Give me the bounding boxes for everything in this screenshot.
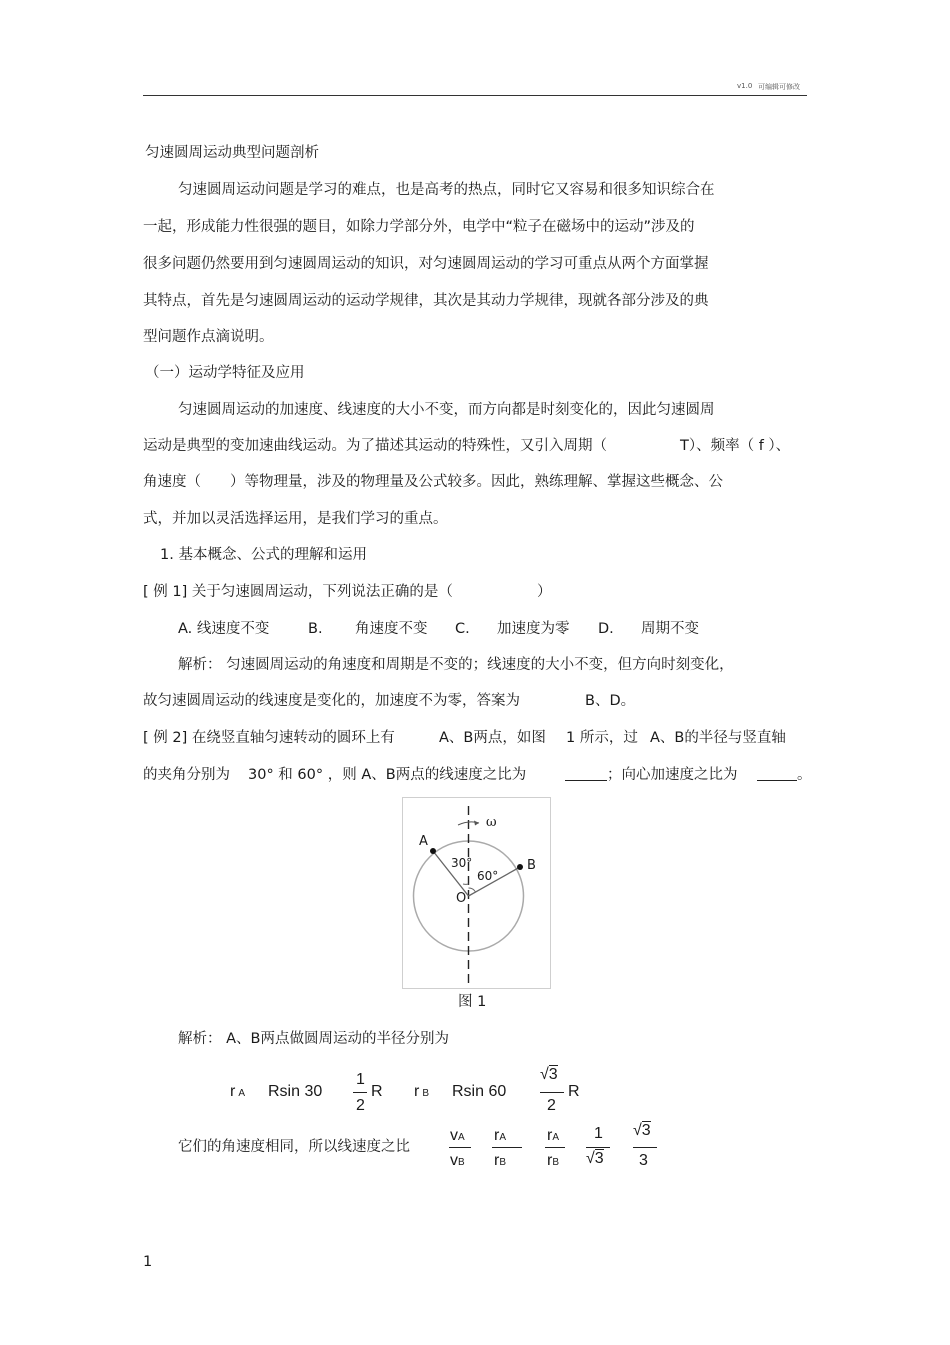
option-a: A. 线速度不变 (178, 621, 270, 637)
header-version: v1.0 (737, 82, 753, 90)
example2-q1c: 1 所示，过 (566, 730, 638, 746)
ratio-three-den: 3 (639, 1152, 648, 1169)
example1-answer: B、D。 (585, 693, 636, 709)
ratio-r-bar (492, 1147, 522, 1148)
half-fraction-bar (353, 1092, 367, 1093)
example1-analysis-1: 解析： 匀速圆周运动的角速度和周期是不变的；线速度的大小不变，但方向时刻变化， (178, 657, 734, 673)
ratio-va: vA (450, 1127, 465, 1144)
kin-line-3a: 角速度（ (143, 474, 201, 490)
ratio-sqrt3-num: √3 (633, 1122, 651, 1139)
ratio-r-bar-2 (545, 1147, 565, 1148)
kin-line-4: 式，并加以灵活选择运用，是我们学习的重点。 (143, 511, 448, 527)
figure-frame (402, 797, 551, 989)
half-numerator: 1 (356, 1071, 365, 1088)
example2-q2d: 。 (797, 767, 812, 783)
ratio-v-bar (449, 1147, 471, 1148)
option-d-text: 周期不变 (641, 621, 699, 637)
center-o-label: O (456, 891, 467, 906)
header-editable-note: 可编辑可修改 (758, 83, 800, 91)
subsection-heading: 1. 基本概念、公式的理解和运用 (160, 547, 367, 563)
example1-paren-close: ） (537, 584, 552, 600)
r-b-symbol: r B (414, 1083, 429, 1100)
example2-q1b: A、B两点，如图 (439, 730, 546, 746)
r-b-expression: Rsin 60 (452, 1083, 507, 1100)
r-a-radius: R (371, 1083, 383, 1100)
intro-line-3: 很多问题仍然要用到匀速圆周运动的知识，对匀速圆周运动的学习可重点从两个方面掌握 (143, 256, 709, 272)
half-denominator: 2 (356, 1097, 365, 1114)
example1-question: [ 例 1] 关于匀速圆周运动，下列说法正确的是（ (143, 584, 453, 600)
point-a-label: A (419, 834, 428, 849)
section-heading: （一）运动学特征及应用 (145, 365, 305, 381)
r-b-radius: R (568, 1083, 580, 1100)
intro-line-4: 其特点，首先是匀速圆周运动的运动学规律，其次是其动力学规律，现就各部分涉及的典 (143, 293, 709, 309)
kin-line-3b: ）等物理量，涉及的物理量及公式较多。因此，熟练理解、掌握这些概念、公 (230, 474, 723, 490)
sqrt3-numerator: √3 (540, 1066, 558, 1083)
kin-line-2a: 运动是典型的变加速曲线运动。为了描述其运动的特殊性，又引入周期（ (143, 438, 607, 454)
answer-blank-2[interactable] (757, 780, 797, 781)
example2-q1d: A、B的半径与竖直轴 (650, 730, 786, 746)
sqrt3-denominator: 2 (547, 1097, 556, 1114)
figure-caption: 图 1 (458, 994, 487, 1010)
option-b-letter: B. (308, 621, 323, 637)
ratio-rb-2: rB (547, 1152, 559, 1169)
omega-label: ω (486, 815, 497, 830)
example2-q2b: 30° 和 60° ，则 A、B两点的线速度之比为 (248, 767, 527, 783)
example2-q2c: ；向心加速度之比为 (607, 767, 738, 783)
example1-analysis-2: 故匀速圆周运动的线速度是变化的，加速度不为零，答案为 (143, 693, 520, 709)
r-a-symbol: r A (230, 1083, 245, 1100)
option-b-text: 角速度不变 (355, 621, 428, 637)
point-b-label: B (527, 858, 536, 873)
intro-line-5: 型问题作点滴说明。 (143, 329, 274, 345)
sqrt3-fraction-bar (540, 1092, 564, 1093)
doc-title: 匀速圆周运动典型问题剖析 (145, 145, 319, 161)
ratio-ra-2: rA (547, 1127, 559, 1144)
point-a (430, 848, 436, 854)
example2-q2a: 的夹角分别为 (143, 767, 230, 783)
solution-intro: 解析： A、B两点做圆周运动的半径分别为 (178, 1031, 449, 1047)
kin-line-2b: T）、频率（ f ）、 (680, 438, 791, 454)
angle-30-label: 30° (451, 856, 473, 870)
ratio-rb: rB (494, 1152, 506, 1169)
ratio-ra: rA (494, 1127, 506, 1144)
intro-line-1: 匀速圆周运动问题是学习的难点，也是高考的热点，同时它又容易和很多知识综合在 (178, 182, 715, 198)
page-number: 1 (143, 1254, 153, 1270)
answer-blank-1[interactable] (565, 780, 607, 781)
angle-60-label: 60° (477, 869, 499, 883)
example2-q1a: [ 例 2] 在绕竖直轴匀速转动的圆环上有 (143, 730, 395, 746)
rotation-arrowhead (474, 821, 479, 826)
option-c-text: 加速度为零 (497, 621, 570, 637)
option-c-letter: C. (455, 621, 470, 637)
kin-line-1: 匀速圆周运动的加速度、线速度的大小不变，而方向都是时刻变化的，因此匀速圆周 (178, 402, 715, 418)
option-d-letter: D. (598, 621, 614, 637)
ratio-final-bar (633, 1147, 657, 1148)
ratio-text: 它们的角速度相同，所以线速度之比 (178, 1139, 410, 1155)
ratio-one: 1 (594, 1125, 603, 1142)
figure-diagram (403, 798, 550, 988)
ratio-vb: vB (450, 1152, 465, 1169)
header-rule (143, 95, 807, 96)
r-a-expression: Rsin 30 (268, 1083, 323, 1100)
angle-arc-b (469, 888, 476, 892)
intro-line-2: 一起，形成能力性很强的题目，如除力学部分外，电学中“粒子在磁场中的运动”涉及的 (143, 219, 695, 235)
point-b (517, 864, 523, 870)
ratio-sqrt3-den: √3 (586, 1150, 604, 1167)
ratio-one-bar (586, 1147, 610, 1148)
